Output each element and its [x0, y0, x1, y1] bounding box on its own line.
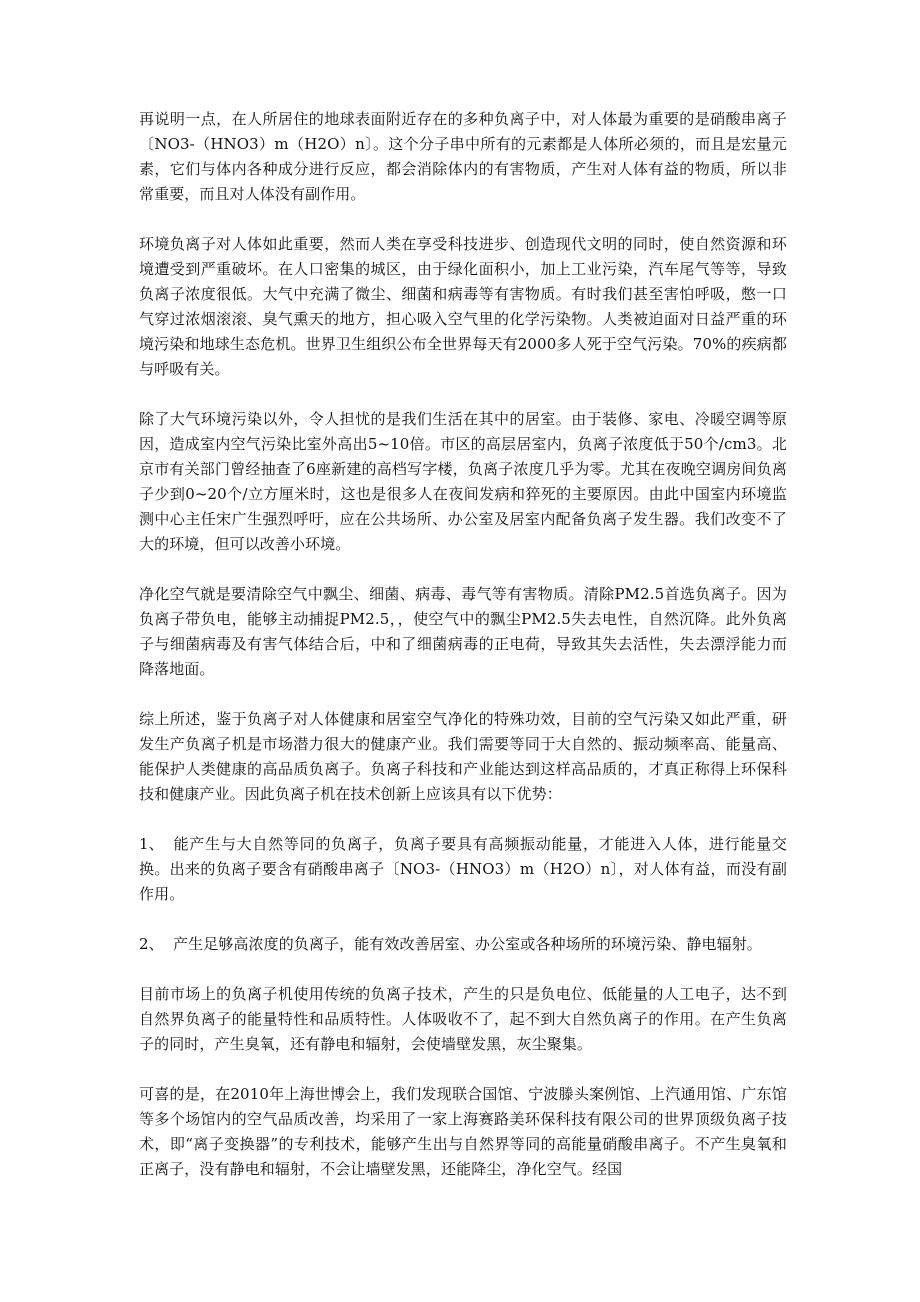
document-body — [139, 107, 787, 1182]
paragraph-indoor-air: 除了大气环境污染以外，令人担忧的是我们生活在其中的居室。由于装修、家电、冷暖空调等原因，造成室内空气污染比室外高出5~10倍。市区的高层居室内，负离子浓度低于50个/cm3。北京市有关部门曾经抽查了6座新建的高档写字楼，负离子浓度几乎为零。尤其在夜晚空调房间负离子少到0~20个/立方厘米时，这也是很多人在夜间发病和猝死的主要原因。由此中国室内环境监测中心主任宋广生强烈呼吁，应在公共场所、办公室及居室内配备负离子发生器。我们改变不了大的环境，但可以改善小环境。 — [139, 410, 787, 553]
paragraph-market-status: 目前市场上的负离子机使用传统的负离子技术，产生的只是负电位、低能量的人工电子，达不到自然界负离子的能量特性和品质特性。人体吸收不了，起不到大自然负离子的作用。在产生负离子的同时，产生臭氧，还有静电和辐射，会使墙壁发黑，灰尘聚集。 — [139, 985, 787, 1053]
paragraph-expo: 可喜的是，在2010年上海世博会上，我们发现联合国馆、宁波滕头案例馆、上汽通用馆、广东馆等多个场馆内的空气品质改善，均采用了一家上海赛路美环保科技有限公司的世界顶级负离子技术，即“离子变换器”的专利技术，能够产生出与自然界等同的高能量硝酸串离子。不产生臭氧和正离子，没有静电和辐射，不会让墙壁发黑，还能降尘，净化空气。经国 — [139, 1085, 787, 1178]
list-item-2 — [139, 932, 787, 957]
paragraph-summary: 综上所述，鉴于负离子对人体健康和居室空气净化的特殊功效，目前的空气污染又如此严重，研发生产负离子机是市场潜力很大的健康产业。我们需要等同于大自然的、振动频率高、能量高、能保护人类健康的高品质负离子。负离子科技和产业能达到这样高品质的，才真正称得上环保科技和健康产业。因此负离子机在技术创新上应该具有以下优势： — [139, 710, 787, 803]
paragraph-nitrate-ions: 再说明一点，在人所居住的地球表面附近存在的多种负离子中，对人体最为重要的是硝酸串离子〔NO3-（HNO3）m（H2O）n〕。这个分子串中所有的元素都是人体所必须的，而且是宏量元素，它们与体内各种成分进行反应，都会消除体内的有害物质，产生对人体有益的物质，所以非常重要，而且对人体没有副作用。 — [139, 110, 787, 203]
list-number: 2、 — [139, 935, 164, 953]
list-item-1 — [139, 832, 787, 907]
paragraph-environment: 环境负离子对人体如此重要，然而人类在享受科技进步、创造现代文明的同时，使自然资源和环境遭受到严重破坏。在人口密集的城区，由于绿化面积小，加上工业污染，汽车尾气等等，导致负离子浓度很低。大气中充满了微尘、细菌和病毒等有害物质。有时我们甚至害怕呼吸，憋一口气穿过浓烟滚滚、臭气熏天的地方，担心吸入空气里的化学污染物。人类被迫面对日益严重的环境污染和地球生态危机。世界卫生组织公布全世界每天有2000多人死于空气污染。70%的疾病都与呼吸有关。 — [139, 235, 787, 378]
paragraph-purification: 净化空气就是要清除空气中飘尘、细菌、病毒、毒气等有害物质。清除PM2.5首选负离子。因为负离子带负电，能够主动捕捉PM2.5，，使空气中的飘尘PM2.5失去电性，自然沉降。此外负离子与细菌病毒及有害气体结合后，中和了细菌病毒的正电荷，导致其失去活性，失去漂浮能力而降落地面。 — [139, 585, 787, 678]
list-text: 产生足够高浓度的负离子，能有效改善居室、办公室或各种场所的环境污染、静电辐射。 — [173, 935, 762, 953]
list-text: 能产生与大自然等同的负离子，负离子要具有高频振动能量，才能进入人体，进行能量交换。出来的负离子要含有硝酸串离子〔NO3-（HNO3）m（H2O）n〕，对人体有益，而没有副作用。 — [139, 835, 787, 903]
list-number: 1、 — [139, 835, 164, 853]
